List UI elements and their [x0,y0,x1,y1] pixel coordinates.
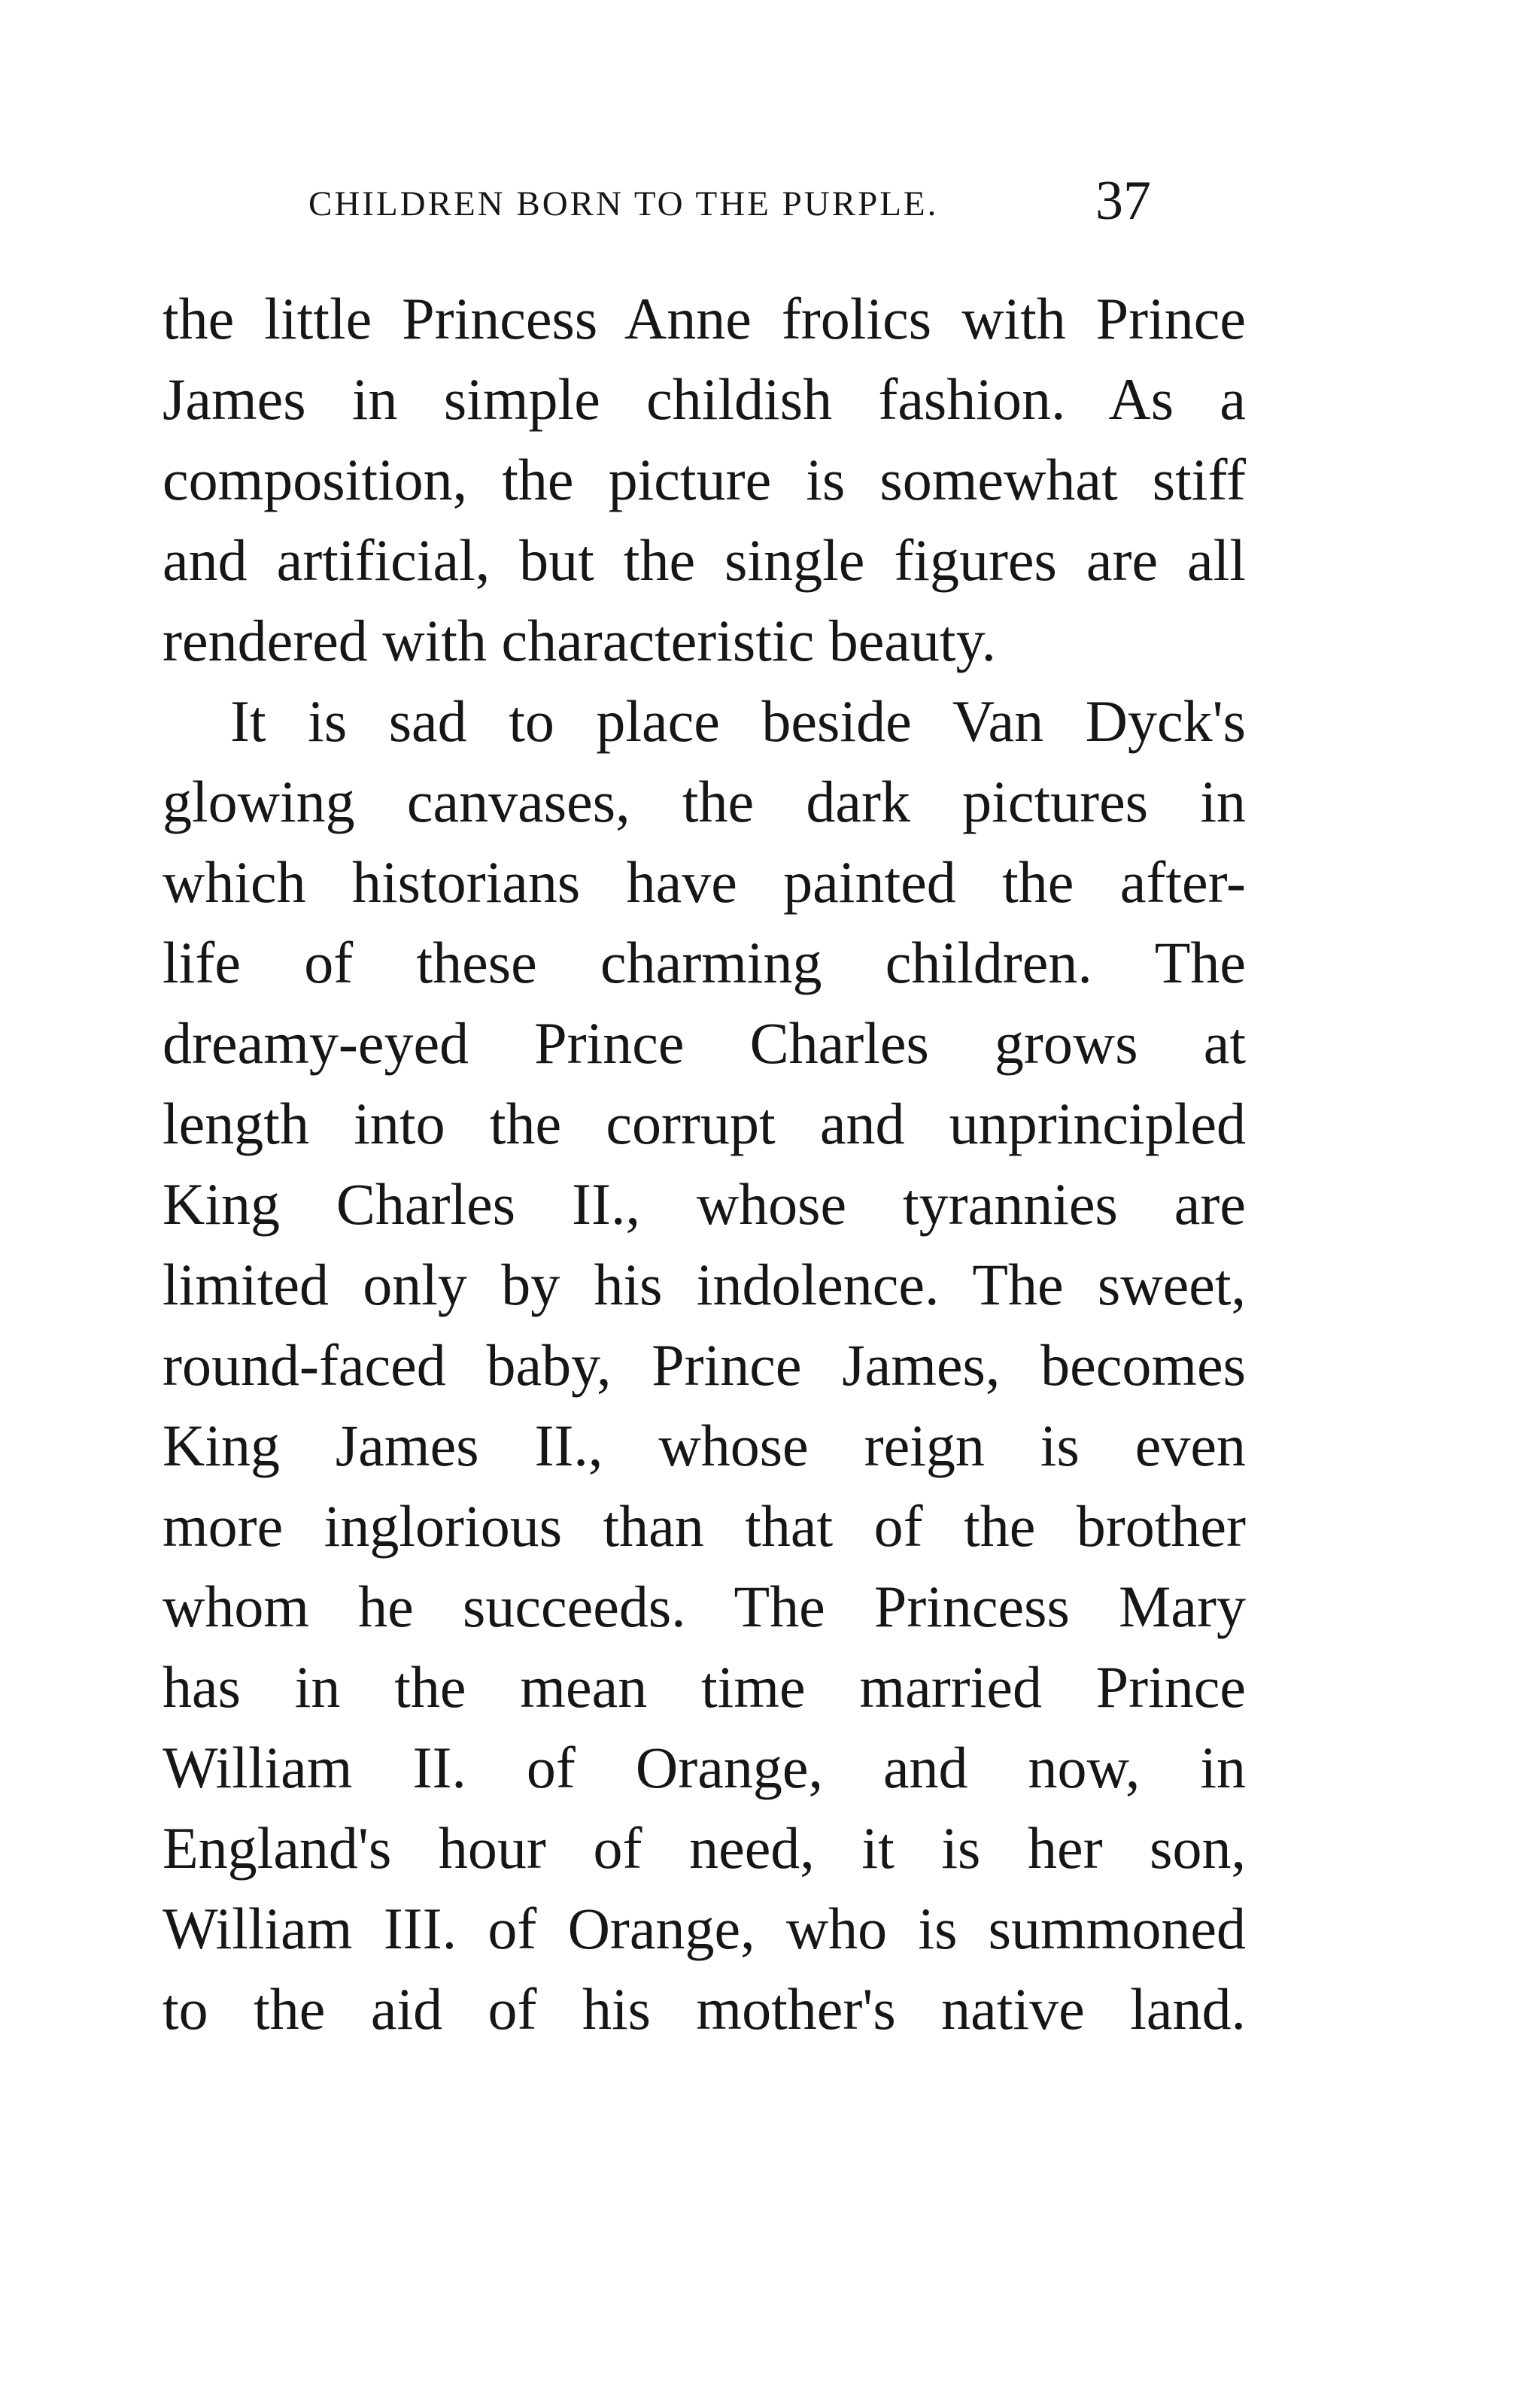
text-line: the little Princess Anne frolics with Prince [163,286,1246,351]
running-title: CHILDREN BORN TO THE PURPLE. [308,184,939,223]
text-line: dreamy-eyed Prince Charles grows at [163,1010,1246,1076]
text-line: rendered with characteristic beauty. [163,608,997,673]
text-line: It is sad to place beside Van Dyck's [230,688,1246,754]
running-head [308,170,1151,238]
text-line: has in the mean time married Prince [163,1654,1246,1720]
text-line: and artificial, but the single figures are all [163,527,1246,593]
text-line: glowing canvases, the dark pictures in [163,769,1246,834]
text-line: length into the corrupt and unprincipled [163,1091,1246,1156]
page-number: 37 [1095,170,1151,232]
text-line: whom he succeeds. The Princess Mary [163,1574,1246,1639]
text-line: limited only by his indolence. The sweet, [163,1252,1246,1317]
text-line: round-faced baby, Prince James, becomes [163,1332,1246,1398]
text-line: James in simple childish fashion. As a [163,366,1246,432]
text-line: William II. of Orange, and now, in [163,1735,1246,1800]
text-line: which historians have painted the after- [163,849,1246,915]
text-line: composition, the picture is somewhat stiff [163,447,1246,512]
text-line: William III. of Orange, who is summoned [163,1896,1246,1961]
text-line: England's hour of need, it is her son, [163,1815,1246,1881]
text-line: King James II., whose reign is even [163,1413,1246,1478]
text-line: more inglorious than that of the brother [163,1493,1246,1559]
text-line: life of these charming children. The [163,930,1246,995]
text-line: to the aid of his mother's native land. [163,1976,1246,2042]
text-line: King Charles II., whose tyrannies are [163,1171,1246,1237]
body-text [163,278,1246,2049]
